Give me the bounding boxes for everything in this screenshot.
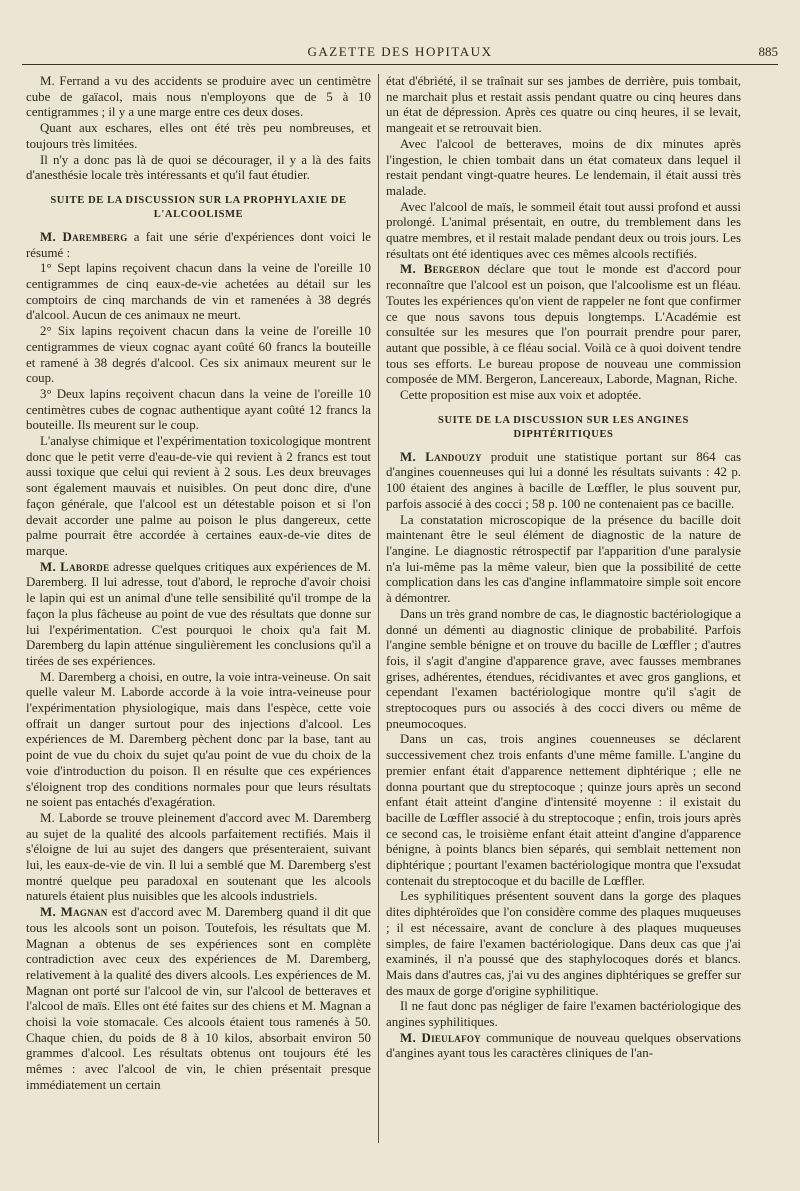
left-column [26, 74, 371, 1159]
right-column [386, 74, 741, 1159]
page-header [22, 40, 778, 65]
paragraph [26, 905, 371, 1093]
paragraph: 1° Sept lapins reçoivent chacun dans la veine de l'oreille 10 centigrammes de cinq eaux-de-vie achetées au détail sur les comptoirs de cinq marchands de vin et ramenées à 38 degrés d'alcool. Aucun de ces animaux ne meurt. [26, 261, 371, 323]
column-divider [378, 74, 379, 1143]
paragraph-text: adresse quelques critiques aux expériences de M. Daremberg. Il lui adresse, tout d'abord, le reproche d'avoir choisi le lapin qui est un animal d'une telle sensibilité qu'il trompe de la façon la plus fâcheuse au point de vue des résultats que donne sur lui l'expérimentation. C'est pourquoi le choix qu'a fait M. Daremberg du lapin atténue singulièrement les conclusions qu'il a tirées de ses expériences. [26, 559, 371, 668]
section-heading-angines: SUITE DE LA DISCUSSION SUR LES ANGINES DIPHTÉRITIQUES [438, 414, 689, 440]
paragraph: M. Ferrand a vu des accidents se produire avec un centimètre cube de gaïacol, mais nous n'employons que de 5 à 10 centigrammes ; il y a une marge entre ces deux doses. [26, 74, 371, 120]
paragraph-text: produit une statistique portant sur 864 cas d'angines couenneuses qui lui a donné les résultats suivants : 42 p. 100 étaient des angines à bacille de Lœffler, le plus souvent pur, parfois associé à des cocci ; 58 p. 100 ne contenaient pas ce bacille. [386, 449, 741, 511]
running-title: GAZETTE DES HOPITAUX [307, 44, 493, 59]
speaker-name: M. Laborde [40, 559, 110, 574]
paragraph-text: déclare que tout le monde est d'accord pour reconnaître que l'alcool est un poison, que l'alcoolisme est un fléau. Toutes les expériences qu'on vient de rappeler ne font que confirmer ce que nous savons tous depuis longtemps. L'Académie est consultée sur les mesures que l'on pourrait prendre pour parer, autant que possible, à ce fléau social. Voilà ce à quoi doivent tendre tous ses efforts. Le bureau propose de nouveau une commission composée de MM. Bergeron, Lancereaux, Laborde, Magnan, Riche. [386, 262, 741, 387]
paragraph: Il n'y a donc pas là de quoi se décourager, il y a là des faits d'anesthésie locale très intéressants et qu'il faut étudier. [26, 152, 371, 183]
paragraph: Dans un très grand nombre de cas, le diagnostic bactériologique a donné un démenti au diagnostic clinique de probabilité. Parfois l'angine semble bénigne et on trouve du bacille de Lœffler ; d'autres fois, il s'agit d'angine d'apparence grave, avec fausses membranes grises, adhérentes, étendues, récidivantes et avec gros ganglions, et cependant l'examen bactériologique montre qu'il s'agit de streptocoques purs ou associés à des cocci divers ou même de pneumocoques. [386, 606, 741, 731]
paragraph: Il ne faut donc pas négliger de faire l'examen bactériologique des angines syphilitiques. [386, 999, 741, 1030]
paragraph [26, 560, 371, 670]
paragraph: Avec l'alcool de betteraves, moins de dix minutes après l'ingestion, le chien tombait dans un état comateux dans lequel il restait pendant vingt-quatre heures. Le lendemain, il était aussi très malade. [386, 136, 741, 198]
section-heading-alcoolisme: SUITE DE LA DISCUSSION SUR LA PROPHYLAXIE DE L'ALCOOLISME [50, 194, 347, 220]
paragraph: état d'ébriété, il se traînait sur ses jambes de derrière, puis tombait, ne marchait plus et restait assis pendant quatre ou cinq heures dans un état de dépression. Après ces quatre ou cinq heures, il se levait, mangeait et se retrouvait bien. [386, 74, 741, 136]
paragraph [386, 1031, 741, 1062]
paragraph-text: a fait une série d'expériences dont voici le résumé : [26, 229, 371, 260]
speaker-name: M. Daremberg [40, 229, 128, 244]
paragraph: Avec l'alcool de maïs, le sommeil était tout aussi profond et aussi prolongé. L'animal présentait, en outre, du tremblement dans les quatre membres, et il restait malade pendant deux ou trois jours. Les résultats ont été identiques avec ces mêmes alcools rectifiés. [386, 199, 741, 261]
paragraph: Les syphilitiques présentent souvent dans la gorge des plaques dites diphtéroïdes que l'on considère comme des plaques muqueuses ; il est nécessaire, avant de conclure à des plaques muqueuses simples, de faire l'examen bactériologique. Dans deux cas que j'ai examinés, il n'a poussé que des staphylocoques dorés et blancs. Mais dans d'autres cas, j'ai vu des angines diphtériques se greffer sur des maux de gorge d'origine syphilitique. [386, 889, 741, 998]
paragraph-text: communique de nouveau quelques observations d'angines ayant tous les caractères cliniques de l'an- [386, 1030, 741, 1061]
paragraph: La constatation microscopique de la présence du bacille doit maintenant être le seul élément de diagnostic de la nature de l'angine. Le diagnostic rétrospectif par l'apparition d'une paralysie n'a lui-même pas la même valeur, bien que la possibilité de cette complication dans les cas d'angine inflammatoire simple soit encore à démontrer. [386, 512, 741, 606]
paragraph: Quant aux eschares, elles ont été très peu nombreuses, et toujours très limitées. [26, 121, 371, 151]
paragraph: 2° Six lapins reçoivent chacun dans la veine de l'oreille 10 centigrammes de vieux cognac ayant coûté 60 francs la bouteille et ramené à 38 degrés d'alcool. Ces six animaux meurent sur le coup. [26, 324, 371, 386]
speaker-name: M. Bergeron [400, 262, 481, 277]
paragraph: Dans un cas, trois angines couenneuses se déclarent successivement chez trois enfants d'une même famille. L'angine du premier enfant était d'apparence nettement diphtérique ; elle ne donna pourtant que du streptocoque ; quinze jours après un second enfant était atteint d'angine d'intensité moyenne : il existait du bacille de Lœffler associé à du streptocoque ; enfin, trois jours après ce second cas, le troisième enfant était atteint d'angine d'apparence bénigne, à points blancs bien séparés, qui semblait nettement non diphtérique ; pourtant l'examen bactériologique montra que l'exsudat contenait du streptocoque et du bacille de Lœffler. [386, 732, 741, 888]
paragraph [386, 450, 741, 513]
speaker-name: M. Magnan [40, 905, 108, 920]
paragraph: 3° Deux lapins reçoivent chacun dans la veine de l'oreille 10 centimètres cubes de cognac authentique ayant coûté 12 francs la bouteille. Ils meurent sur le coup. [26, 386, 371, 433]
paragraph [26, 230, 371, 261]
speaker-name: M. Dieulafoy [400, 1030, 481, 1045]
paragraph: Cette proposition est mise aux voix et adoptée. [400, 388, 642, 403]
paragraph: M. Daremberg a choisi, en outre, la voie intra-veineuse. On sait quelle valeur M. Laborde accorde à la voie intra-veineuse pour l'expérimentation physiologique, mais dans l'espèce, cette voie offrait un danger surtout pour des injections d'alcool. Les expériences de M. Daremberg pèchent donc par la base, tant au point de vue du choix du sujet qu'au point de vue du choix de la voie d'introduction du poison. Il en résulte que ces expériences s'éloignent trop des conditions normales pour que leurs résultats ne soient pas entachés d'exagération. [26, 669, 371, 810]
paragraph: L'analyse chimique et l'expérimentation toxicologique montrent donc que le petit verre d'eau-de-vie qui revient à 2 francs est tout aussi toxique que celui qui revient à 2 sous. Les deux breuvages sont également mauvais et nuisibles. On peut donc dire, d'une façon générale, que l'alcool est un détestable poison et si l'on devait accorder une palme au poison le plus dangereux, cette palme pourrait être accordée à certaines eaux-de-vie dites de marque. [26, 434, 371, 558]
speaker-name: M. Landouzy [400, 449, 482, 464]
paragraph-text: est d'accord avec M. Daremberg quand il dit que tous les alcools sont un poison. Toutefois, les résultats que M. Magnan a obtenus de ses expériences sont en complète contradiction avec ceux des expériences de M. Daremberg, relativement à la qualité des divers alcools. Les expériences de M. Magnan ont porté sur l'alcool de vin, sur l'alcool de betteraves et l'alcool de maïs. Elles ont été faites sur des chiens et M. Magnan a choisi la voie stomacale. Ces alcools étaient tous ramenés à 50. Chaque chien, du poids de 8 à 10 kilos, absorbait environ 50 grammes d'alcool. Les résultats obtenus ont toujours été les mêmes : avec l'alcool de vin, le chien présentait presque immédiatement un certain [26, 905, 371, 1092]
paragraph [386, 262, 741, 388]
page-number: 885 [758, 44, 778, 59]
paragraph: M. Laborde se trouve pleinement d'accord avec M. Daremberg au sujet de la qualité des alcools parfaitement rectifiés. Mais il s'éloigne de lui au sujet des dangers que présenteraient, suivant lui, les eaux-de-vie de vin. Il lui a semblé que M. Daremberg s'est montré quelque peu paradoxal en soutenant que les alcools naturels étaient plus nuisibles que les alcools industriels. [26, 810, 371, 904]
